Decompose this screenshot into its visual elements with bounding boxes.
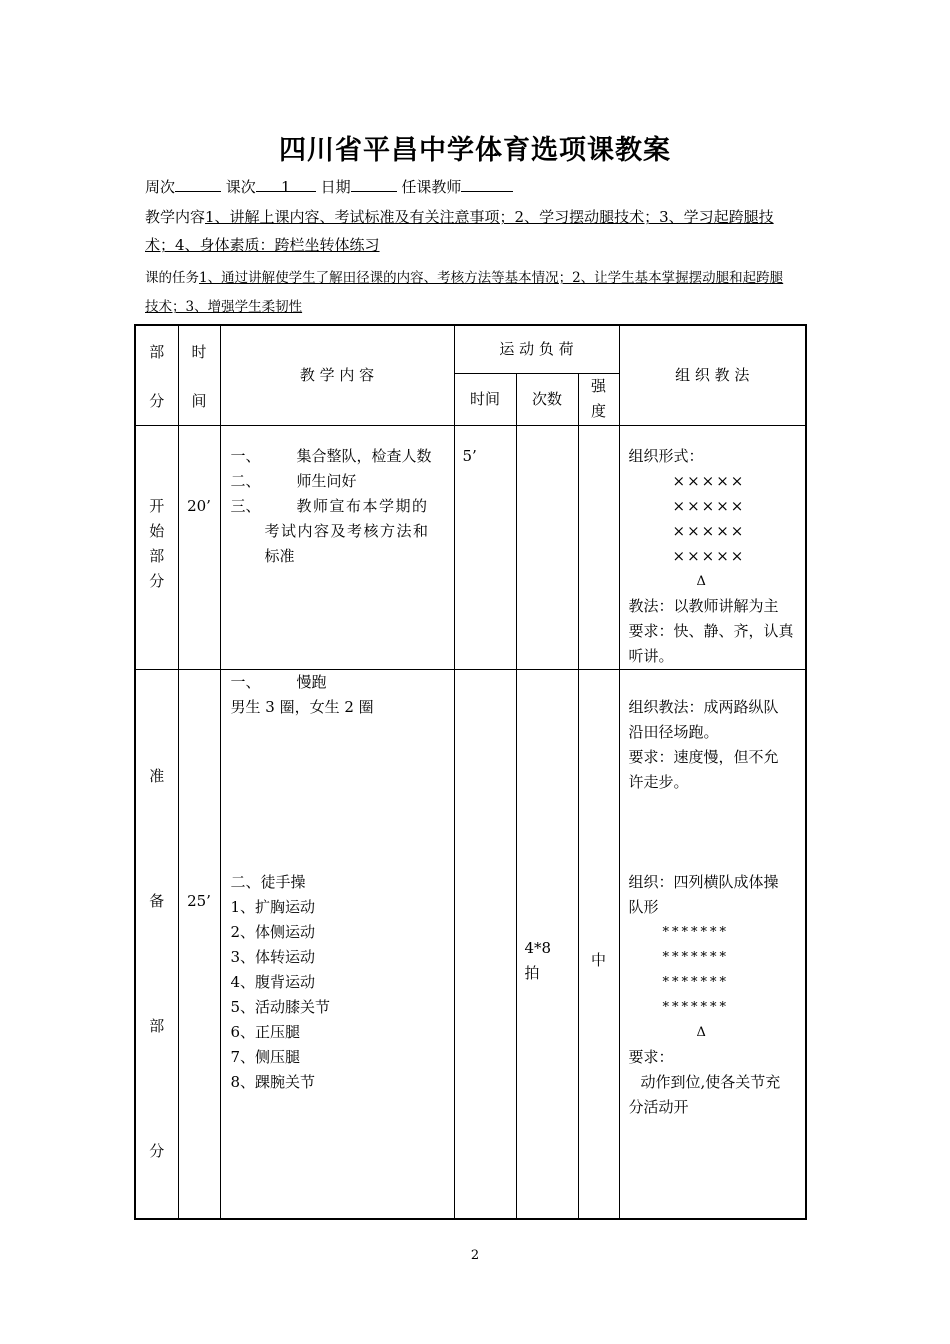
run-title: 一、 慢跑 xyxy=(230,672,327,691)
page-title: 四川省平昌中学体育选项课教案 xyxy=(279,135,671,166)
method-ex1: 组织：四列横队成体操 xyxy=(628,872,779,891)
header-part-bottom: 分 xyxy=(149,392,165,410)
exercise-item: 8、踝腕关节 xyxy=(230,1072,316,1091)
header-intensity-1: 强 xyxy=(591,377,607,395)
method-req1: 动作到位,使各关节充 xyxy=(640,1072,781,1091)
teaching-content-line2 xyxy=(145,233,815,258)
star-row: ******* xyxy=(662,999,730,1015)
header-method: 组 织 教 法 xyxy=(619,325,806,425)
method-run3: 要求：速度慢，但不允 xyxy=(628,747,779,766)
header-part-cell xyxy=(135,325,178,425)
exercise-item: 1、扩胸运动 xyxy=(230,897,316,916)
section1-item: 一、 集合整队，检查人数 xyxy=(230,446,432,465)
method-run4: 许走步。 xyxy=(628,772,689,791)
star-formation xyxy=(629,920,802,1020)
section1-item: 三、 教师宣布本学期的 xyxy=(230,496,429,515)
section2-part xyxy=(135,669,178,1219)
section1-method-teach: 教法：以教师讲解为主 xyxy=(628,596,779,615)
formation-row: ××××× xyxy=(672,471,746,490)
exercise-item: 4、腹背运动 xyxy=(230,972,316,991)
section1-formation xyxy=(629,469,802,569)
meta-line xyxy=(145,175,815,200)
exercise-item: 6、正压腿 xyxy=(230,1022,301,1041)
star-teacher: Δ xyxy=(696,1024,706,1040)
tasks-label: 课的任务 xyxy=(145,270,199,286)
section1-method-req1: 要求：快、静、齐，认真 xyxy=(628,621,794,640)
section2-count-1: 4*8 xyxy=(524,938,552,957)
header-load: 运 动 负 荷 xyxy=(454,325,619,373)
tasks-line2 xyxy=(145,295,815,320)
section1-part-chars xyxy=(136,426,178,594)
star-row: ******* xyxy=(662,924,730,940)
section2-part-char: 分 xyxy=(149,1141,165,1160)
teaching-content-label: 教学内容 xyxy=(145,208,206,226)
star-row: ******* xyxy=(662,974,730,990)
date-blank xyxy=(351,175,397,192)
method-run1: 组织教法：成两路纵队 xyxy=(628,697,779,716)
method-ex2: 队形 xyxy=(628,897,659,916)
section2-count-2: 拍 xyxy=(524,963,540,982)
section1-load-time-cell xyxy=(454,425,516,669)
exercise-item: 5、活动膝关节 xyxy=(230,997,331,1016)
header-load-intensity xyxy=(578,373,619,425)
section2-content xyxy=(220,669,454,1219)
section1-part-char: 分 xyxy=(149,571,165,590)
section2-method xyxy=(619,669,806,1219)
header-part-top: 部 xyxy=(149,343,165,361)
section2-time-cell xyxy=(178,669,220,1219)
section1-part xyxy=(135,425,178,669)
formation-row: ××××× xyxy=(672,546,746,565)
tasks-line1 xyxy=(145,266,815,291)
header-load-time: 时间 xyxy=(454,373,516,425)
teaching-content-text2: 术；4、身体素质：跨栏坐转体练习 xyxy=(145,236,380,254)
header-time-bottom: 间 xyxy=(191,392,207,410)
section2-part-char: 部 xyxy=(149,1016,165,1035)
teaching-content-line1 xyxy=(145,205,815,230)
section1-item3-cont1: 考试内容及考核方法和 xyxy=(264,521,430,540)
exercise-item: 7、侧压腿 xyxy=(230,1047,301,1066)
lesson-plan-table xyxy=(134,324,807,1220)
tasks-text1: 1、通过讲解使学生了解田径课的内容、考核方法等基本情况；2、让学生基本掌握摆动腿和起跨腿 xyxy=(199,270,784,286)
section1-part-char: 部 xyxy=(149,546,165,565)
section2-intensity-cell xyxy=(578,669,619,1219)
section1-method xyxy=(619,425,806,669)
section1-item3-cont2: 标准 xyxy=(264,546,295,565)
formation-teacher: Δ xyxy=(696,573,706,589)
week-label: 周次 xyxy=(145,178,176,196)
section1-load-time: 5’ xyxy=(462,446,477,465)
method-req2: 分活动开 xyxy=(628,1097,689,1116)
exercise-list xyxy=(231,895,448,1095)
formation-row: ××××× xyxy=(672,521,746,540)
tasks-text2: 技术；3、增强学生柔韧性 xyxy=(145,299,303,315)
section1-part-char: 始 xyxy=(149,521,165,540)
header-time-top: 时 xyxy=(191,343,207,361)
run-detail: 男生 3 圈，女生 2 圈 xyxy=(230,697,374,716)
week-blank xyxy=(175,175,221,192)
header-content: 教 学 内 容 xyxy=(220,325,454,425)
teacher-blank xyxy=(461,175,513,192)
section2-count-cell xyxy=(516,669,578,1219)
star-row: ******* xyxy=(662,949,730,965)
formation-row: ××××× xyxy=(672,496,746,515)
lesson-value: 1 xyxy=(256,175,316,192)
section1-time-cell xyxy=(178,425,220,669)
date-label: 日期 xyxy=(320,178,351,196)
teaching-content-text1: 1、讲解上课内容、考试标准及有关注意事项；2、学习摆动腿技术；3、学习起跨腿技 xyxy=(205,208,774,226)
section1-content xyxy=(220,425,454,669)
section1-part-char: 开 xyxy=(149,496,165,515)
header-load-count: 次数 xyxy=(516,373,578,425)
exercise-item: 2、体侧运动 xyxy=(230,922,316,941)
section1-count-cell xyxy=(516,425,578,669)
page-number: 2 xyxy=(470,1248,480,1263)
exercise-title: 二、徒手操 xyxy=(230,872,306,891)
section2-part-char: 备 xyxy=(149,891,165,910)
section1-item: 二、 师生问好 xyxy=(230,471,357,490)
exercise-item: 3、体转运动 xyxy=(230,947,316,966)
section2-load-time-cell xyxy=(454,669,516,1219)
header-time-cell xyxy=(178,325,220,425)
lesson-label: 课次 xyxy=(225,178,256,196)
section2-part-char: 准 xyxy=(149,766,165,785)
method-run2: 沿田径场跑。 xyxy=(628,722,719,741)
section1-time: 20’ xyxy=(187,496,211,515)
teacher-label: 任课教师 xyxy=(401,178,462,196)
section1-intensity-cell xyxy=(578,425,619,669)
section1-method-form: 组织形式： xyxy=(628,446,704,465)
section1-method-req2: 听讲。 xyxy=(628,646,674,665)
section2-intensity: 中 xyxy=(591,950,607,969)
method-req-label: 要求： xyxy=(628,1047,674,1066)
section2-time: 25’ xyxy=(187,891,211,910)
header-intensity-2: 度 xyxy=(591,402,607,420)
